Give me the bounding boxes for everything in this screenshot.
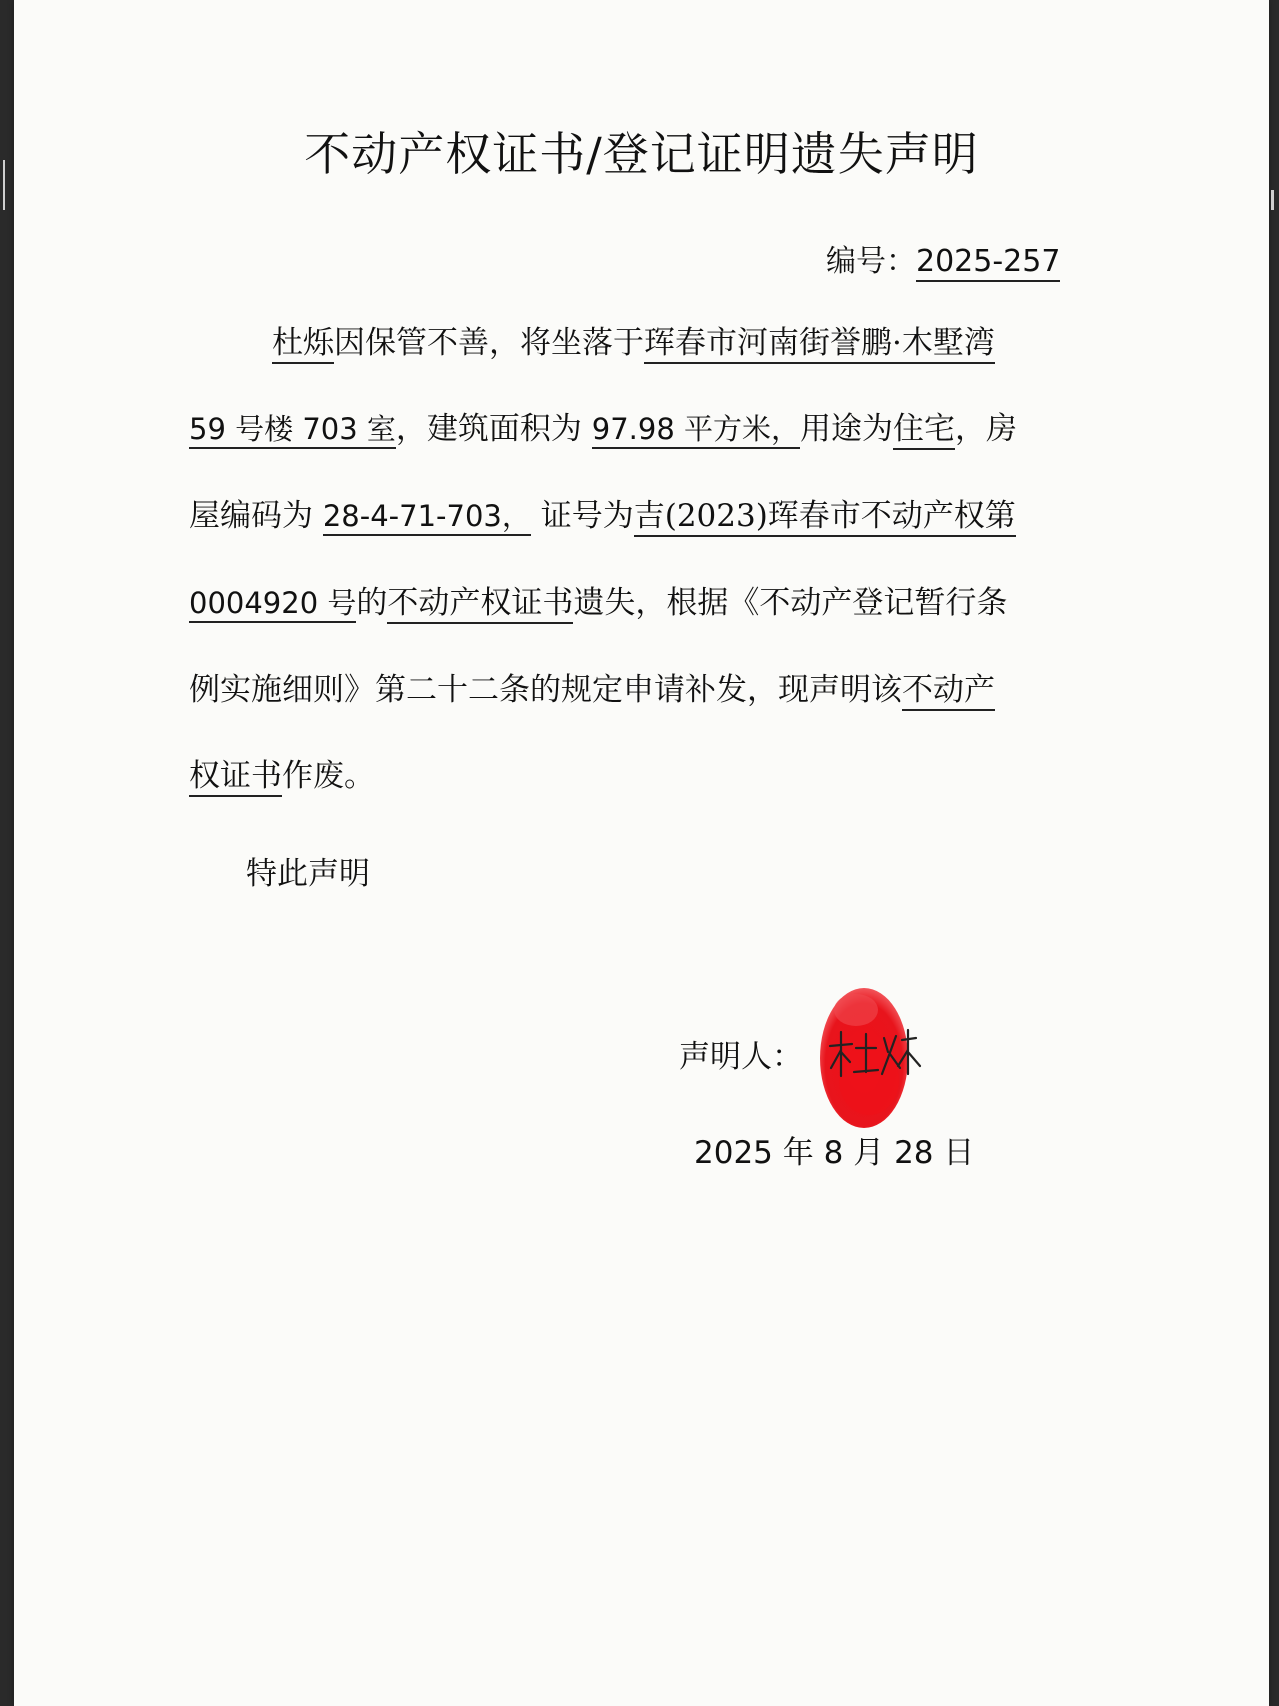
property-area: 97.98 平方米， — [592, 412, 800, 449]
body-line-2: 59 号楼 703 室，建筑面积为 97.98 平方米，用途为住宅，房 — [189, 409, 1104, 449]
document-number — [826, 236, 1060, 280]
scan-edge-mark — [1271, 190, 1274, 210]
body-line-3: 屋编码为 28-4-71-703， 证号为吉(2023)珲春市不动产权第 — [189, 496, 1104, 536]
void-document: 不动产 — [902, 672, 995, 711]
declarant — [679, 1031, 803, 1076]
date-year: 2025 — [694, 1135, 773, 1171]
body-line-6: 权证书作废。 — [189, 756, 1104, 796]
number-label: 编号： — [826, 244, 916, 279]
property-building: 59 号楼 703 室 — [189, 412, 396, 449]
owner-name: 杜烁 — [272, 325, 334, 364]
number-value: 2025-257 — [916, 244, 1060, 282]
property-code: 28-4-71-703， — [323, 499, 531, 536]
certificate-type: 不动产权证书 — [387, 585, 573, 624]
certificate-number-cont: 0004920 号 — [189, 586, 356, 623]
document-title: 不动产权证书/登记证明遗失声明 — [304, 127, 979, 181]
handwritten-signature — [826, 1024, 922, 1084]
body-line-4: 0004920 号的不动产权证书遗失，根据《不动产登记暂行条 — [189, 583, 1104, 623]
void-document-cont: 权证书 — [189, 758, 282, 797]
declaration-date: 2025 年 8 月 28 日 — [694, 1135, 975, 1171]
scan-edge-mark — [3, 160, 5, 210]
body-line-1: 杜烁因保管不善，将坐落于珲春市河南街誉鹏·木墅湾 — [272, 323, 1187, 363]
document-page — [14, 0, 1269, 1706]
closing-statement: 特此声明 — [246, 856, 370, 892]
date-month: 8 — [823, 1135, 844, 1171]
declarant-label: 声明人： — [679, 1039, 803, 1075]
certificate-number: 吉(2023)珲春市不动产权第 — [634, 498, 1016, 537]
date-day: 28 — [894, 1135, 934, 1171]
property-use: 住宅 — [893, 411, 955, 450]
body-line-5: 例实施细则》第二十二条的规定申请补发，现声明该不动产 — [189, 670, 1104, 710]
property-location: 珲春市河南街誉鹏·木墅湾 — [644, 325, 995, 364]
